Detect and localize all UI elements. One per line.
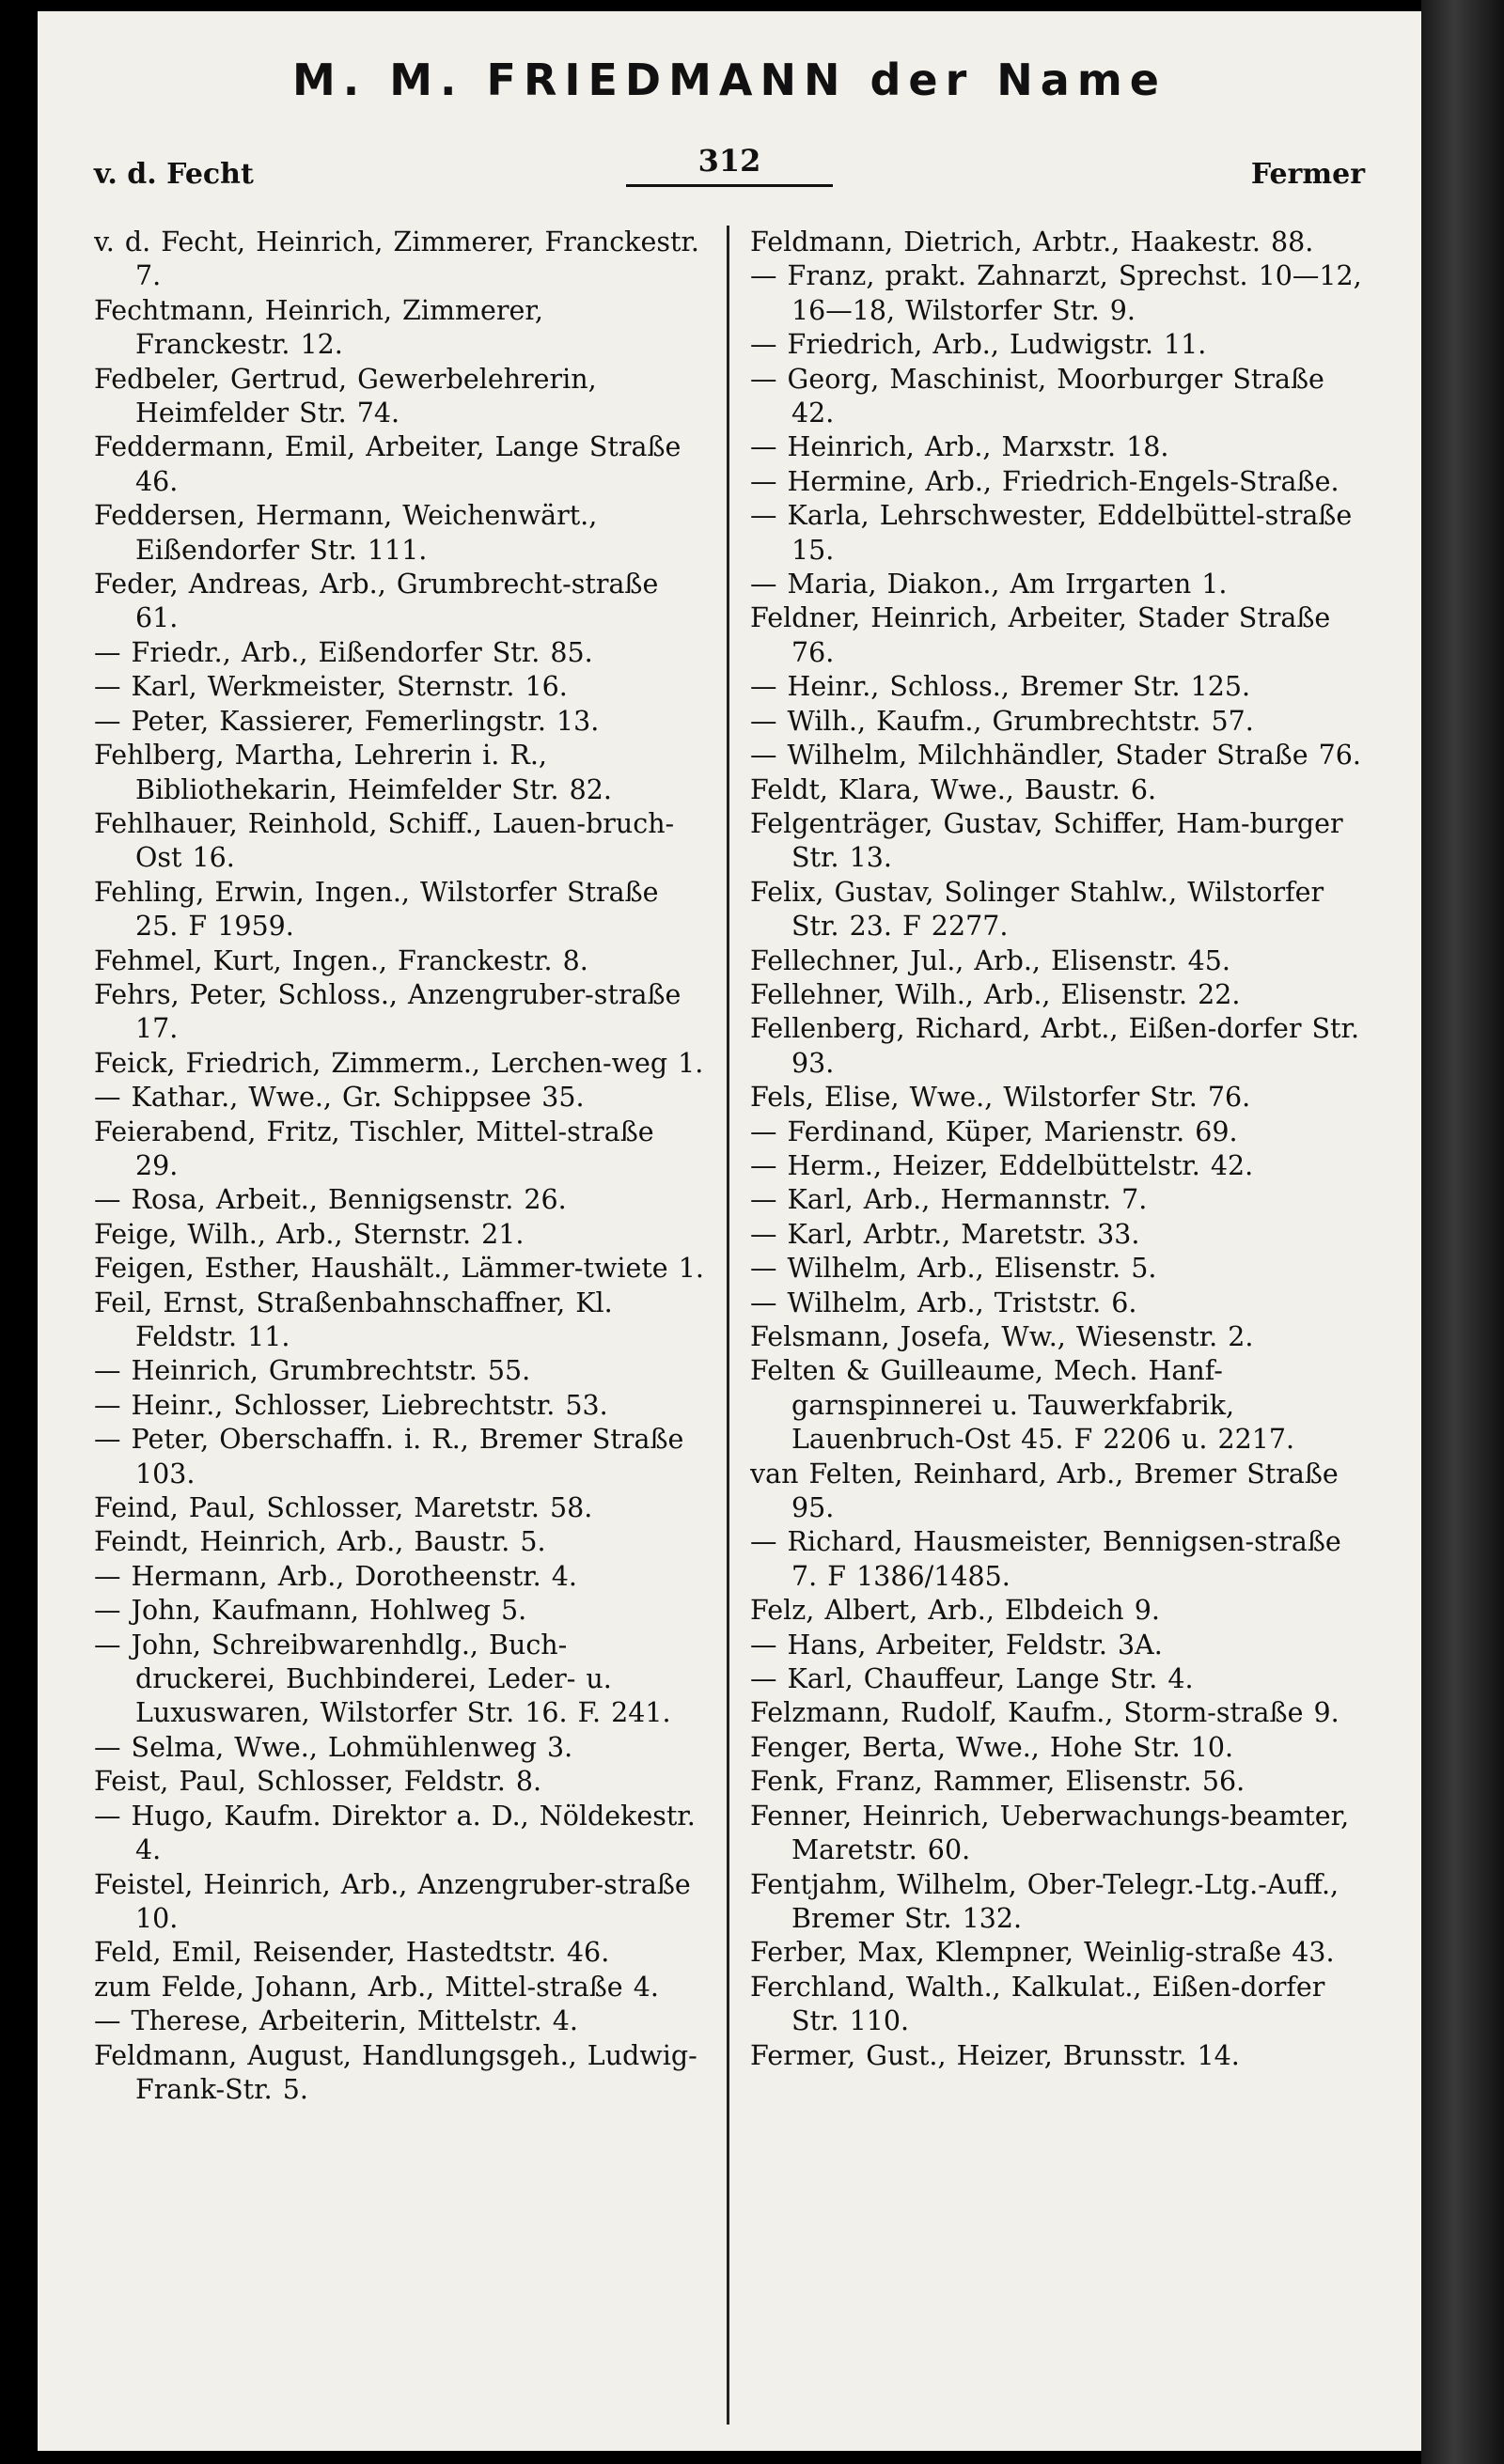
directory-entry: — Georg, Maschinist, Moorburger Straße 42. [750, 363, 1324, 429]
directory-entry: — Maria, Diakon., Am Irrgarten 1. [750, 569, 1228, 600]
directory-entry: — Wilhelm, Arb., Elisenstr. 5. [750, 1253, 1157, 1285]
directory-entry: — Friedrich, Arb., Ludwigstr. 11. [750, 329, 1207, 361]
directory-entry: Fedbeler, Gertrud, Gewerbelehrerin, Heimfelder Str. 74. [94, 363, 597, 429]
directory-entry: Ferchland, Walth., Kalkulat., Eißen-dorfer Str. 110. [750, 1971, 1325, 2037]
directory-entry: — Karl, Arb., Hermannstr. 7. [750, 1184, 1148, 1216]
directory-entry: Fehlhauer, Reinhold, Schiff., Lauen-bruch-Ost 16. [94, 807, 675, 874]
directory-entry: Feddermann, Emil, Arbeiter, Lange Straße 46. [94, 431, 682, 497]
directory-entry: Feind, Paul, Schlosser, Maretstr. 58. [94, 1492, 593, 1524]
directory-entry: — Heinrich, Grumbrechtstr. 55. [94, 1355, 531, 1387]
directory-entry: — Hans, Arbeiter, Feldstr. 3A. [750, 1629, 1163, 1661]
directory-entry: — Wilhelm, Milchhändler, Stader Straße 76. [750, 740, 1361, 772]
directory-entry: — Richard, Hausmeister, Bennigsen-straße 7. F 1386/1485. [750, 1526, 1341, 1592]
directory-entry: Feddersen, Hermann, Weichenwärt., Eißendorfer Str. 111. [94, 500, 598, 566]
directory-entry: — Hugo, Kaufm. Direktor a. D., Nöldekestr. 4. [94, 1800, 696, 1866]
directory-entry: — Karl, Arbtr., Maretstr. 33. [750, 1218, 1140, 1250]
directory-entry: Fenk, Franz, Rammer, Elisenstr. 56. [750, 1766, 1246, 1798]
directory-entry: — Heinrich, Arb., Marxstr. 18. [750, 431, 1169, 463]
directory-entry: Fehrs, Peter, Schloss., Anzengruber-straße 17. [94, 978, 682, 1045]
book-spine-shadow [1421, 0, 1504, 2464]
directory-entry: Feldmann, Dietrich, Arbtr., Haakestr. 88. [750, 226, 1314, 257]
directory-entry: Feindt, Heinrich, Arb., Baustr. 5. [94, 1526, 546, 1558]
directory-entry: Fenner, Heinrich, Ueberwachungs-beamter, Maretstr. 60. [750, 1800, 1350, 1866]
directory-entry: — Franz, prakt. Zahnarzt, Sprechst. 10—12, 16—18, Wilstorfer Str. 9. [750, 260, 1362, 326]
directory-entry: Felsmann, Josefa, Ww., Wiesenstr. 2. [750, 1321, 1254, 1352]
directory-entry: — Wilh., Kaufm., Grumbrechtstr. 57. [750, 705, 1254, 737]
directory-entry: Ferber, Max, Klempner, Weinlig-straße 43. [750, 1937, 1335, 1969]
directory-entry: Feige, Wilh., Arb., Sternstr. 21. [94, 1218, 525, 1250]
directory-entry: — Peter, Oberschaffn. i. R., Bremer Straße 103. [94, 1424, 684, 1489]
directory-entry: Felix, Gustav, Solinger Stahlw., Wilstorfer Str. 23. F 2277. [750, 876, 1324, 943]
catchword-left: v. d. Fecht [94, 158, 254, 191]
directory-entry: Feil, Ernst, Straßenbahnschaffner, Kl. Feldstr. 11. [94, 1287, 613, 1352]
directory-entry: Feierabend, Fritz, Tischler, Mittel-straße 29. [94, 1115, 654, 1181]
directory-entry: Feld, Emil, Reisender, Hastedtstr. 46. [94, 1937, 610, 1969]
directory-entry: — Therese, Arbeiterin, Mittelstr. 4. [94, 2005, 578, 2037]
directory-entry: — Hermann, Arb., Dorotheenstr. 4. [94, 1560, 577, 1592]
left-column [94, 226, 707, 2425]
directory-entry: — Heinr., Schloss., Bremer Str. 125. [750, 671, 1251, 703]
directory-entry: — Peter, Kassierer, Femerlingstr. 13. [94, 705, 600, 737]
directory-entry: — Friedr., Arb., Eißendorfer Str. 85. [94, 636, 593, 668]
directory-page [38, 11, 1421, 2451]
directory-entry: Felz, Albert, Arb., Elbdeich 9. [750, 1595, 1160, 1627]
directory-entry: Fehlberg, Martha, Lehrerin i. R., Bibliothekarin, Heimfelder Str. 82. [94, 740, 612, 805]
directory-entry: Feistel, Heinrich, Arb., Anzengruber-straße 10. [94, 1868, 691, 1934]
page-header [94, 143, 1365, 199]
directory-entry: — Kathar., Wwe., Gr. Schippsee 35. [94, 1082, 585, 1114]
directory-entry: Fechtmann, Heinrich, Zimmerer, Franckestr. 12. [94, 294, 543, 361]
directory-entry: Feigen, Esther, Haushält., Lämmer-twiete 1. [94, 1253, 704, 1285]
catchword-right: Fermer [1250, 158, 1365, 191]
directory-entry: v. d. Fecht, Heinrich, Zimmerer, Franckestr. 7. [94, 226, 699, 292]
directory-entry: — Wilhelm, Arb., Triststr. 6. [750, 1287, 1137, 1318]
directory-entry: Felzmann, Rudolf, Kaufm., Storm-straße 9. [750, 1697, 1340, 1729]
directory-entry: Feick, Friedrich, Zimmerm., Lerchen-weg 1. [94, 1047, 704, 1079]
directory-entry: Feldt, Klara, Wwe., Baustr. 6. [750, 773, 1157, 805]
directory-entry: — Hermine, Arb., Friedrich-Engels-Straße. [750, 465, 1340, 497]
directory-entry: Fellechner, Jul., Arb., Elisenstr. 45. [750, 944, 1230, 976]
directory-entry: — Karl, Chauffeur, Lange Str. 4. [750, 1663, 1194, 1695]
directory-entry: — Rosa, Arbeit., Bennigsenstr. 26. [94, 1184, 567, 1216]
running-head: M. M. FRIEDMANN der Name [292, 55, 1167, 105]
page-number: 312 [626, 143, 833, 187]
directory-entry: Felten & Guilleaume, Mech. Hanf-garnspinnerei u. Tauwerkfabrik, Lauenbruch-Ost 45. F 2206 u. 2217. [750, 1355, 1295, 1456]
directory-entry: — Herm., Heizer, Eddelbüttelstr. 42. [750, 1149, 1254, 1181]
directory-entry: Feldner, Heinrich, Arbeiter, Stader Straße 76. [750, 602, 1331, 668]
directory-entry: Fehling, Erwin, Ingen., Wilstorfer Straße 25. F 1959. [94, 876, 659, 943]
right-column [750, 226, 1363, 2425]
directory-entry: van Felten, Reinhard, Arb., Bremer Straße 95. [750, 1458, 1339, 1524]
directory-entry: Fels, Elise, Wwe., Wilstorfer Str. 76. [750, 1082, 1251, 1114]
directory-columns [94, 226, 1365, 2425]
column-divider [727, 226, 729, 2425]
directory-entry: Fehmel, Kurt, Ingen., Franckestr. 8. [94, 944, 588, 976]
directory-entry: Felgenträger, Gustav, Schiffer, Ham-burger Str. 13. [750, 807, 1343, 874]
directory-entry: — Karla, Lehrschwester, Eddelbüttel-straße 15. [750, 500, 1353, 566]
directory-entry: Fenger, Berta, Wwe., Hohe Str. 10. [750, 1731, 1234, 1763]
directory-entry: — Karl, Werkmeister, Sternstr. 16. [94, 671, 568, 703]
directory-entry: Fellehner, Wilh., Arb., Elisenstr. 22. [750, 978, 1241, 1010]
directory-entry: Feldmann, August, Handlungsgeh., Ludwig-Frank-Str. 5. [94, 2039, 697, 2105]
directory-entry: Fermer, Gust., Heizer, Brunsstr. 14. [750, 2039, 1240, 2071]
directory-entry: — Selma, Wwe., Lohmühlenweg 3. [94, 1731, 573, 1763]
directory-entry: Fellenberg, Richard, Arbt., Eißen-dorfer Str. 93. [750, 1013, 1360, 1079]
directory-entry: zum Felde, Johann, Arb., Mittel-straße 4. [94, 1971, 659, 2003]
directory-entry: Feist, Paul, Schlosser, Feldstr. 8. [94, 1766, 542, 1798]
directory-entry: — John, Kaufmann, Hohlweg 5. [94, 1595, 527, 1627]
directory-entry: Feder, Andreas, Arb., Grumbrecht-straße 61. [94, 569, 659, 634]
directory-entry: — John, Schreibwarenhdlg., Buch-druckerei, Buchbinderei, Leder- u. Luxuswaren, Wilstorfer Str. 16. F. 241. [94, 1629, 671, 1729]
directory-entry: — Heinr., Schlosser, Liebrechtstr. 53. [94, 1389, 608, 1421]
directory-entry: Fentjahm, Wilhelm, Ober-Telegr.-Ltg.-Auff., Bremer Str. 132. [750, 1868, 1340, 1934]
directory-entry: — Ferdinand, Küper, Marienstr. 69. [750, 1115, 1238, 1147]
